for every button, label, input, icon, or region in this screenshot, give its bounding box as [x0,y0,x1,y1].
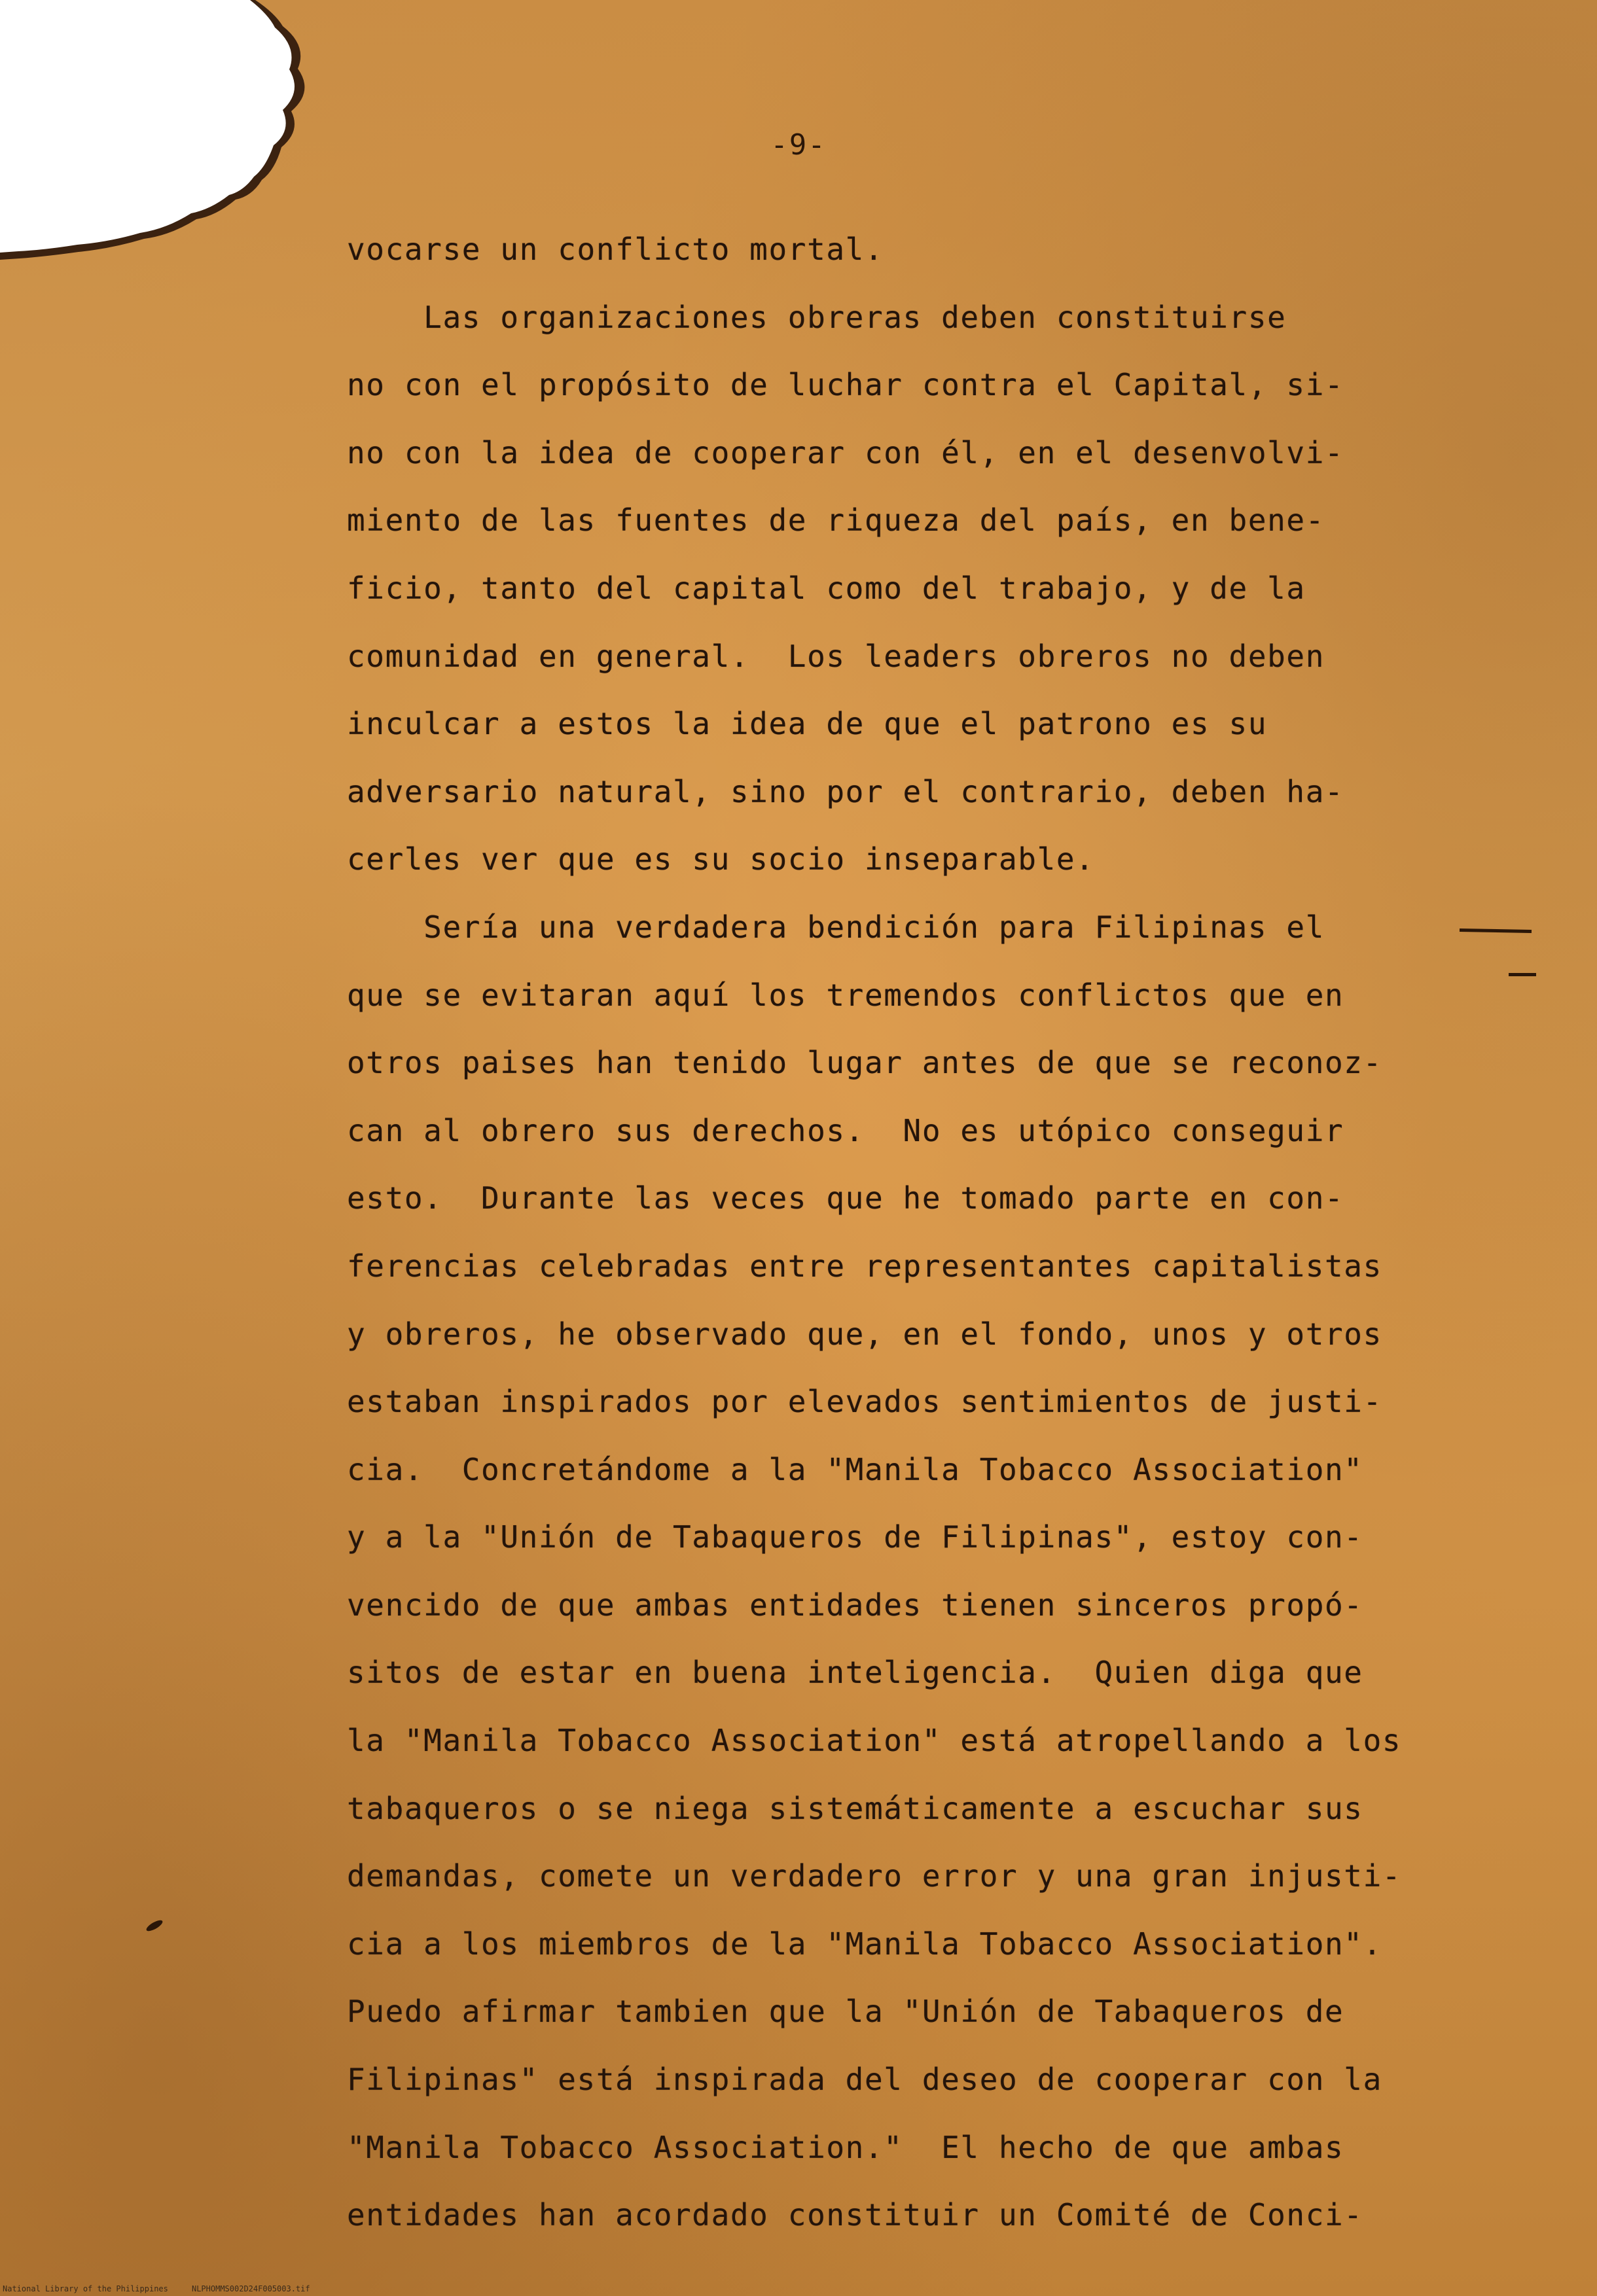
text-line: que se evitaran aquí los tremendos conflictos que en [347,977,1344,1013]
text-line: comunidad en general. Los leaders obreros no deben [347,638,1325,674]
text-line: esto. Durante las veces que he tomado parte en con- [347,1180,1344,1216]
text-line: estaban inspirados por elevados sentimientos de justi- [347,1384,1382,1420]
text-line: inculcar a estos la idea de que el patrono es su [347,706,1268,742]
scan-credit: National Library of the Philippines NLPHOMMS002D24F005003.tif [3,2284,310,2293]
text-line: Filipinas" está inspirada del deseo de cooperar con la [347,2062,1382,2098]
margin-pencil-mark [1509,973,1536,976]
text-line: cia a los miembros de la "Manila Tobacco Association". [347,1926,1382,1962]
text-line: sitos de estar en buena inteligencia. Quien diga que [347,1655,1363,1691]
text-line: Puedo afirmar tambien que la "Unión de Tabaqueros de [347,1994,1344,2030]
text-line: miento de las fuentes de riqueza del país, en bene- [347,503,1325,539]
text-line: vocarse un conflicto mortal. [347,232,884,267]
text-line: cia. Concretándome a la "Manila Tobacco Association" [347,1451,1363,1487]
text-line: ferencias celebradas entre representantes capitalistas [347,1248,1382,1284]
text-line: y obreros, he observado que, en el fondo, unos y otros [347,1316,1382,1352]
text-line: Las organizaciones obreras deben constituirse [347,299,1287,335]
text-line: la "Manila Tobacco Association" está atropellando a los [347,1723,1402,1759]
text-line: cerles ver que es su socio inseparable. [347,841,1095,877]
text-line: entidades han acordado constituir un Comité de Conci- [347,2197,1363,2233]
text-line: ficio, tanto del capital como del trabajo, y de la [347,570,1306,606]
text-line: Sería una verdadera bendición para Filipinas el [347,909,1325,945]
body-text [347,216,1473,2250]
text-line: no con la idea de cooperar con él, en el desenvolvi- [347,434,1344,470]
text-line: otros paises han tenido lugar antes de que se reconoz- [347,1045,1382,1081]
text-line: tabaqueros o se niega sistemáticamente a escuchar sus [347,1790,1363,1826]
page-number: -9- [770,128,827,162]
text-line: adversario natural, sino por el contrario, deben ha- [347,773,1344,809]
text-line: y a la "Unión de Tabaqueros de Filipinas", estoy con- [347,1519,1363,1555]
text-line: demandas, comete un verdadero error y una gran injusti- [347,1858,1402,1894]
text-line: vencido de que ambas entidades tienen sinceros propó- [347,1587,1363,1623]
text-line: "Manila Tobacco Association." El hecho de que ambas [347,2129,1344,2165]
text-line: no con el propósito de luchar contra el Capital, si- [347,367,1344,403]
text-line: can al obrero sus derechos. No es utópico conseguir [347,1112,1344,1148]
margin-ink-mark [145,1918,164,1934]
